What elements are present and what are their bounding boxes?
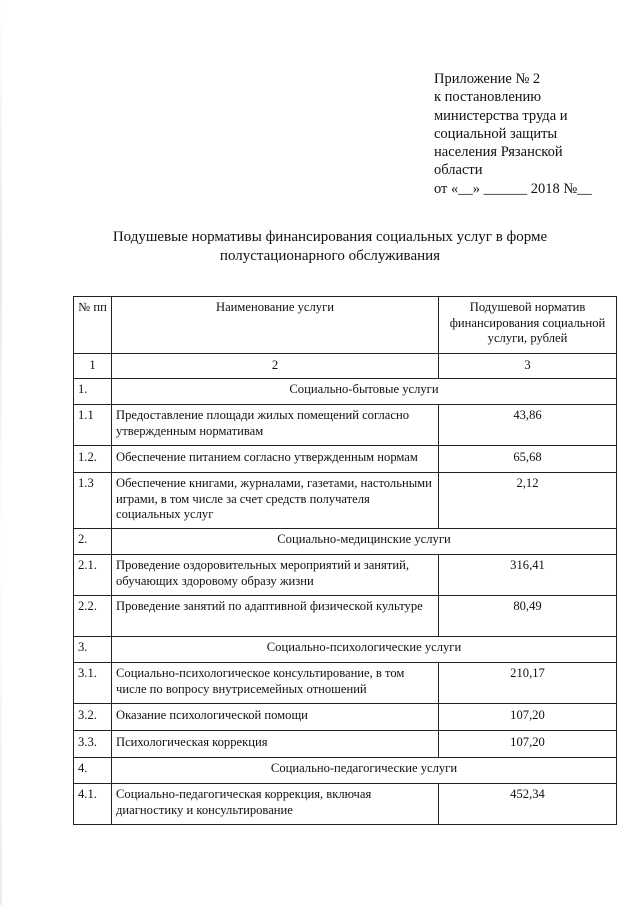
row-number: 1.3 (74, 473, 112, 529)
table-row (74, 596, 617, 637)
title-line: Подушевые нормативы финансирования социальных услуг в форме (112, 229, 548, 245)
table-row (74, 731, 617, 758)
header-norm-line: Подушевой норматив (469, 300, 586, 314)
section-row (74, 529, 617, 555)
row-norm-value: 316,41 (439, 555, 617, 596)
section-number: 4. (74, 758, 112, 784)
appendix-date-line: от «__» ______ 2018 №__ (434, 180, 592, 197)
appendix-line: социальной защиты (434, 125, 558, 142)
table-row (74, 784, 617, 825)
table-row (74, 704, 617, 731)
table-row (74, 446, 617, 473)
row-service-name: Проведение оздоровительных мероприятий и занятий, обучающих здоровому образу жизни (112, 555, 439, 596)
row-number: 1.2. (74, 446, 112, 473)
row-service-name: Социально-педагогическая коррекция, включая диагностику и консультирование (112, 784, 439, 825)
section-title: Социально-психологические услуги (112, 637, 617, 663)
row-number: 2.2. (74, 596, 112, 637)
row-service-name: Проведение занятий по адаптивной физической культуре (112, 596, 439, 637)
table-header-row (74, 297, 617, 354)
row-norm-value: 210,17 (439, 663, 617, 704)
section-title: Социально-медицинские услуги (112, 529, 617, 555)
row-norm-value: 107,20 (439, 704, 617, 731)
section-row (74, 637, 617, 663)
scan-edge (0, 0, 2, 905)
row-service-name: Психологическая коррекция (112, 731, 439, 758)
row-norm-value: 65,68 (439, 446, 617, 473)
row-number: 2.1. (74, 555, 112, 596)
row-norm-value: 43,86 (439, 405, 617, 446)
appendix-line: Приложение № 2 (434, 71, 541, 87)
row-norm-value: 80,49 (439, 596, 617, 637)
row-norm-value: 107,20 (439, 731, 617, 758)
section-number: 3. (74, 637, 112, 663)
section-title: Социально-бытовые услуги (112, 379, 617, 405)
column-index: 3 (439, 354, 617, 379)
appendix-line: населения Рязанской (434, 144, 563, 161)
column-index: 1 (74, 354, 112, 379)
header-norm-line: услуги, рублей (487, 331, 568, 345)
title-line: полустационарного обслуживания (219, 248, 441, 264)
column-index-row (74, 354, 617, 379)
table-row (74, 405, 617, 446)
header-norm (439, 297, 617, 354)
row-norm-value: 452,34 (439, 784, 617, 825)
section-title: Социально-педагогические услуги (112, 758, 617, 784)
row-number: 1.1 (74, 405, 112, 446)
section-row (74, 758, 617, 784)
section-row (74, 379, 617, 405)
row-number: 3.1. (74, 663, 112, 704)
appendix-line: министерства труда и (434, 107, 568, 124)
row-service-name: Социально-психологическое консультирование, в том числе по вопросу внутрисемейных отношений (112, 663, 439, 704)
section-number: 1. (74, 379, 112, 405)
header-name: Наименование услуги (112, 297, 439, 354)
header-norm-line: финансирования социальной (449, 315, 606, 330)
header-number: № пп (74, 297, 112, 354)
table-row (74, 555, 617, 596)
row-service-name: Обеспечение книгами, журналами, газетами, настольными играми, в том числе за счет средств получателя социальных услуг (112, 473, 439, 529)
document-title (60, 228, 600, 266)
appendix-line: области (434, 162, 483, 179)
appendix-block (434, 70, 624, 198)
table-row (74, 663, 617, 704)
row-service-name: Оказание психологической помощи (112, 704, 439, 731)
table-row (74, 473, 617, 529)
row-service-name: Предоставление площади жилых помещений согласно утвержденным нормативам (112, 405, 439, 446)
column-index: 2 (112, 354, 439, 379)
norms-table (73, 296, 617, 825)
row-service-name: Обеспечение питанием согласно утвержденным нормам (112, 446, 439, 473)
row-norm-value: 2,12 (439, 473, 617, 529)
row-number: 3.3. (74, 731, 112, 758)
section-number: 2. (74, 529, 112, 555)
row-number: 3.2. (74, 704, 112, 731)
appendix-line: к постановлению (434, 89, 542, 106)
row-number: 4.1. (74, 784, 112, 825)
